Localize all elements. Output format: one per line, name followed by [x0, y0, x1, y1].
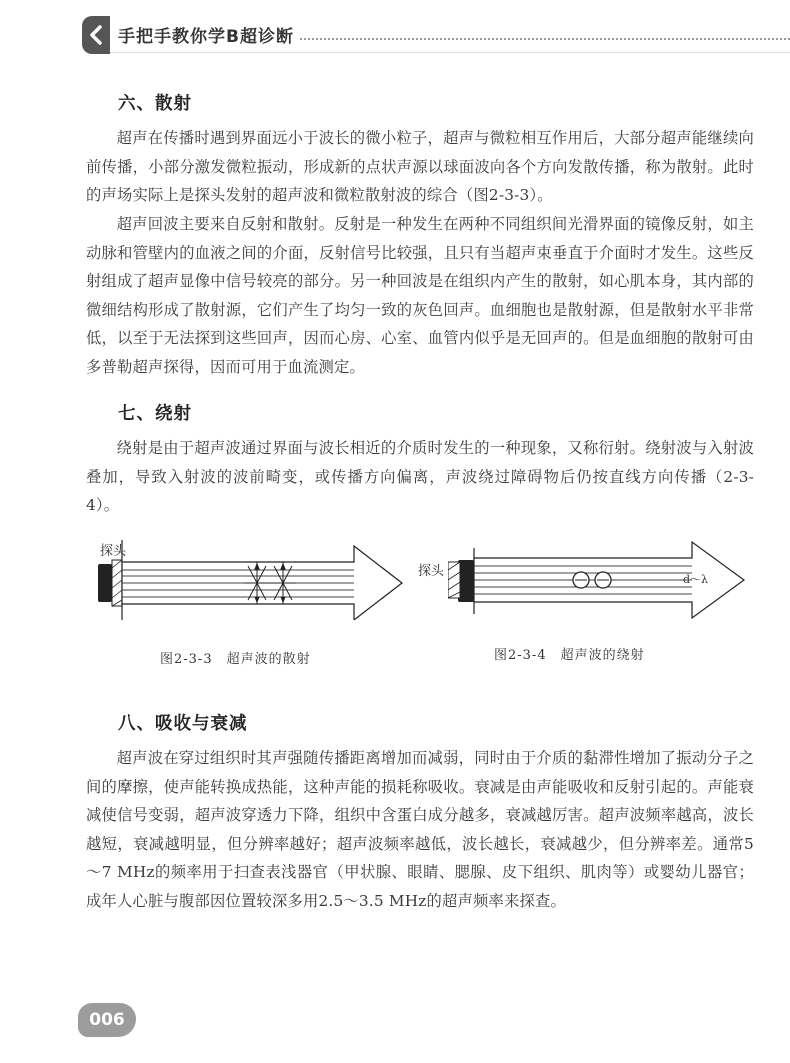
header-dotted-rule — [300, 38, 790, 40]
book-title: 手把手教你学B超诊断 — [118, 27, 294, 47]
figure-scattering — [98, 540, 408, 620]
paragraph: 超声回波主要来自反射和散射。反射是一种发生在两种不同组织间光滑界面的镜像反射，如主动脉和管壁内的血液之间的介面，反射信号比较强，且只有当超声束垂直于介面时才发生。这些反射组成了超声显像中信号较亮的部分。另一种回波是在组织内产生的散射，如心肌本身，其内部的微细结构形成了散射源，它们产生了均匀一致的灰色回声。血细胞也是散射源，但是散射水平非常低，以至于无法探到这些回声，因而心房、心室、血管内似乎是无回声的。但是血细胞的散射可由多普勒超声探得，因而可用于血流测定。 — [86, 215, 754, 376]
page-number: 006 — [78, 1003, 136, 1037]
scattering-diagram — [98, 540, 408, 620]
figure-caption: 图2-3-3 超声波的散射 — [160, 652, 311, 667]
probe-label: 探头 — [100, 544, 127, 559]
wavelength-annotation: d～λ — [683, 573, 709, 586]
section-heading-scattering: 六、散射 — [118, 94, 192, 114]
section-heading-diffraction: 七、绕射 — [118, 404, 192, 424]
probe-label: 探头 — [418, 564, 445, 579]
chevron-left-icon — [88, 25, 104, 45]
paragraph: 超声波在穿过组织时其声强随传播距离增加而减弱，同时由于介质的黏滞性增加了振动分子之间的摩擦，使声能转换成热能，这种声能的损耗称吸收。衰减是由声能吸收和反射引起的。声能衰减使信号变弱，超声波穿透力下降，组织中含蛋白成分越多，衰减越厉害。超声波频率越高，波长越短，衰减越明显，但分辨率越好；超声波频率越低，波长越长，衰减越少，但分辨率差。通常5～7 MHz的频率用于扫查表浅器官（甲状腺、眼睛、腮腺、皮下组织、肌肉等）或婴幼儿器官；成年人心脏与腹部因位置较深多用2.5～3.5 MHz的超声频率来探查。 — [86, 749, 754, 910]
figure-caption: 图2-3-4 超声波的绕射 — [494, 648, 645, 663]
section-heading-absorption: 八、吸收与衰减 — [118, 714, 248, 734]
running-header — [0, 0, 790, 62]
paragraph: 绕射是由于超声波通过界面与波长相近的介质时发生的一种现象，又称衍射。绕射波与入射波叠加，导致入射波的波前畸变，或传播方向偏离，声波绕过障碍物后仍按直线方向传播（2-3-4）。 — [86, 439, 754, 515]
header-rule — [110, 52, 790, 53]
header-tab — [82, 16, 110, 54]
paragraph: 超声在传播时遇到界面远小于波长的微小粒子，超声与微粒相互作用后，大部分超声能继续向前传播，小部分激发微粒振动，形成新的点状声源以球面波向各个方向发散传播，称为散射。此时的声场实际上是探头发射的超声波和微粒散射波的综合（图2-3-3）。 — [86, 129, 754, 205]
